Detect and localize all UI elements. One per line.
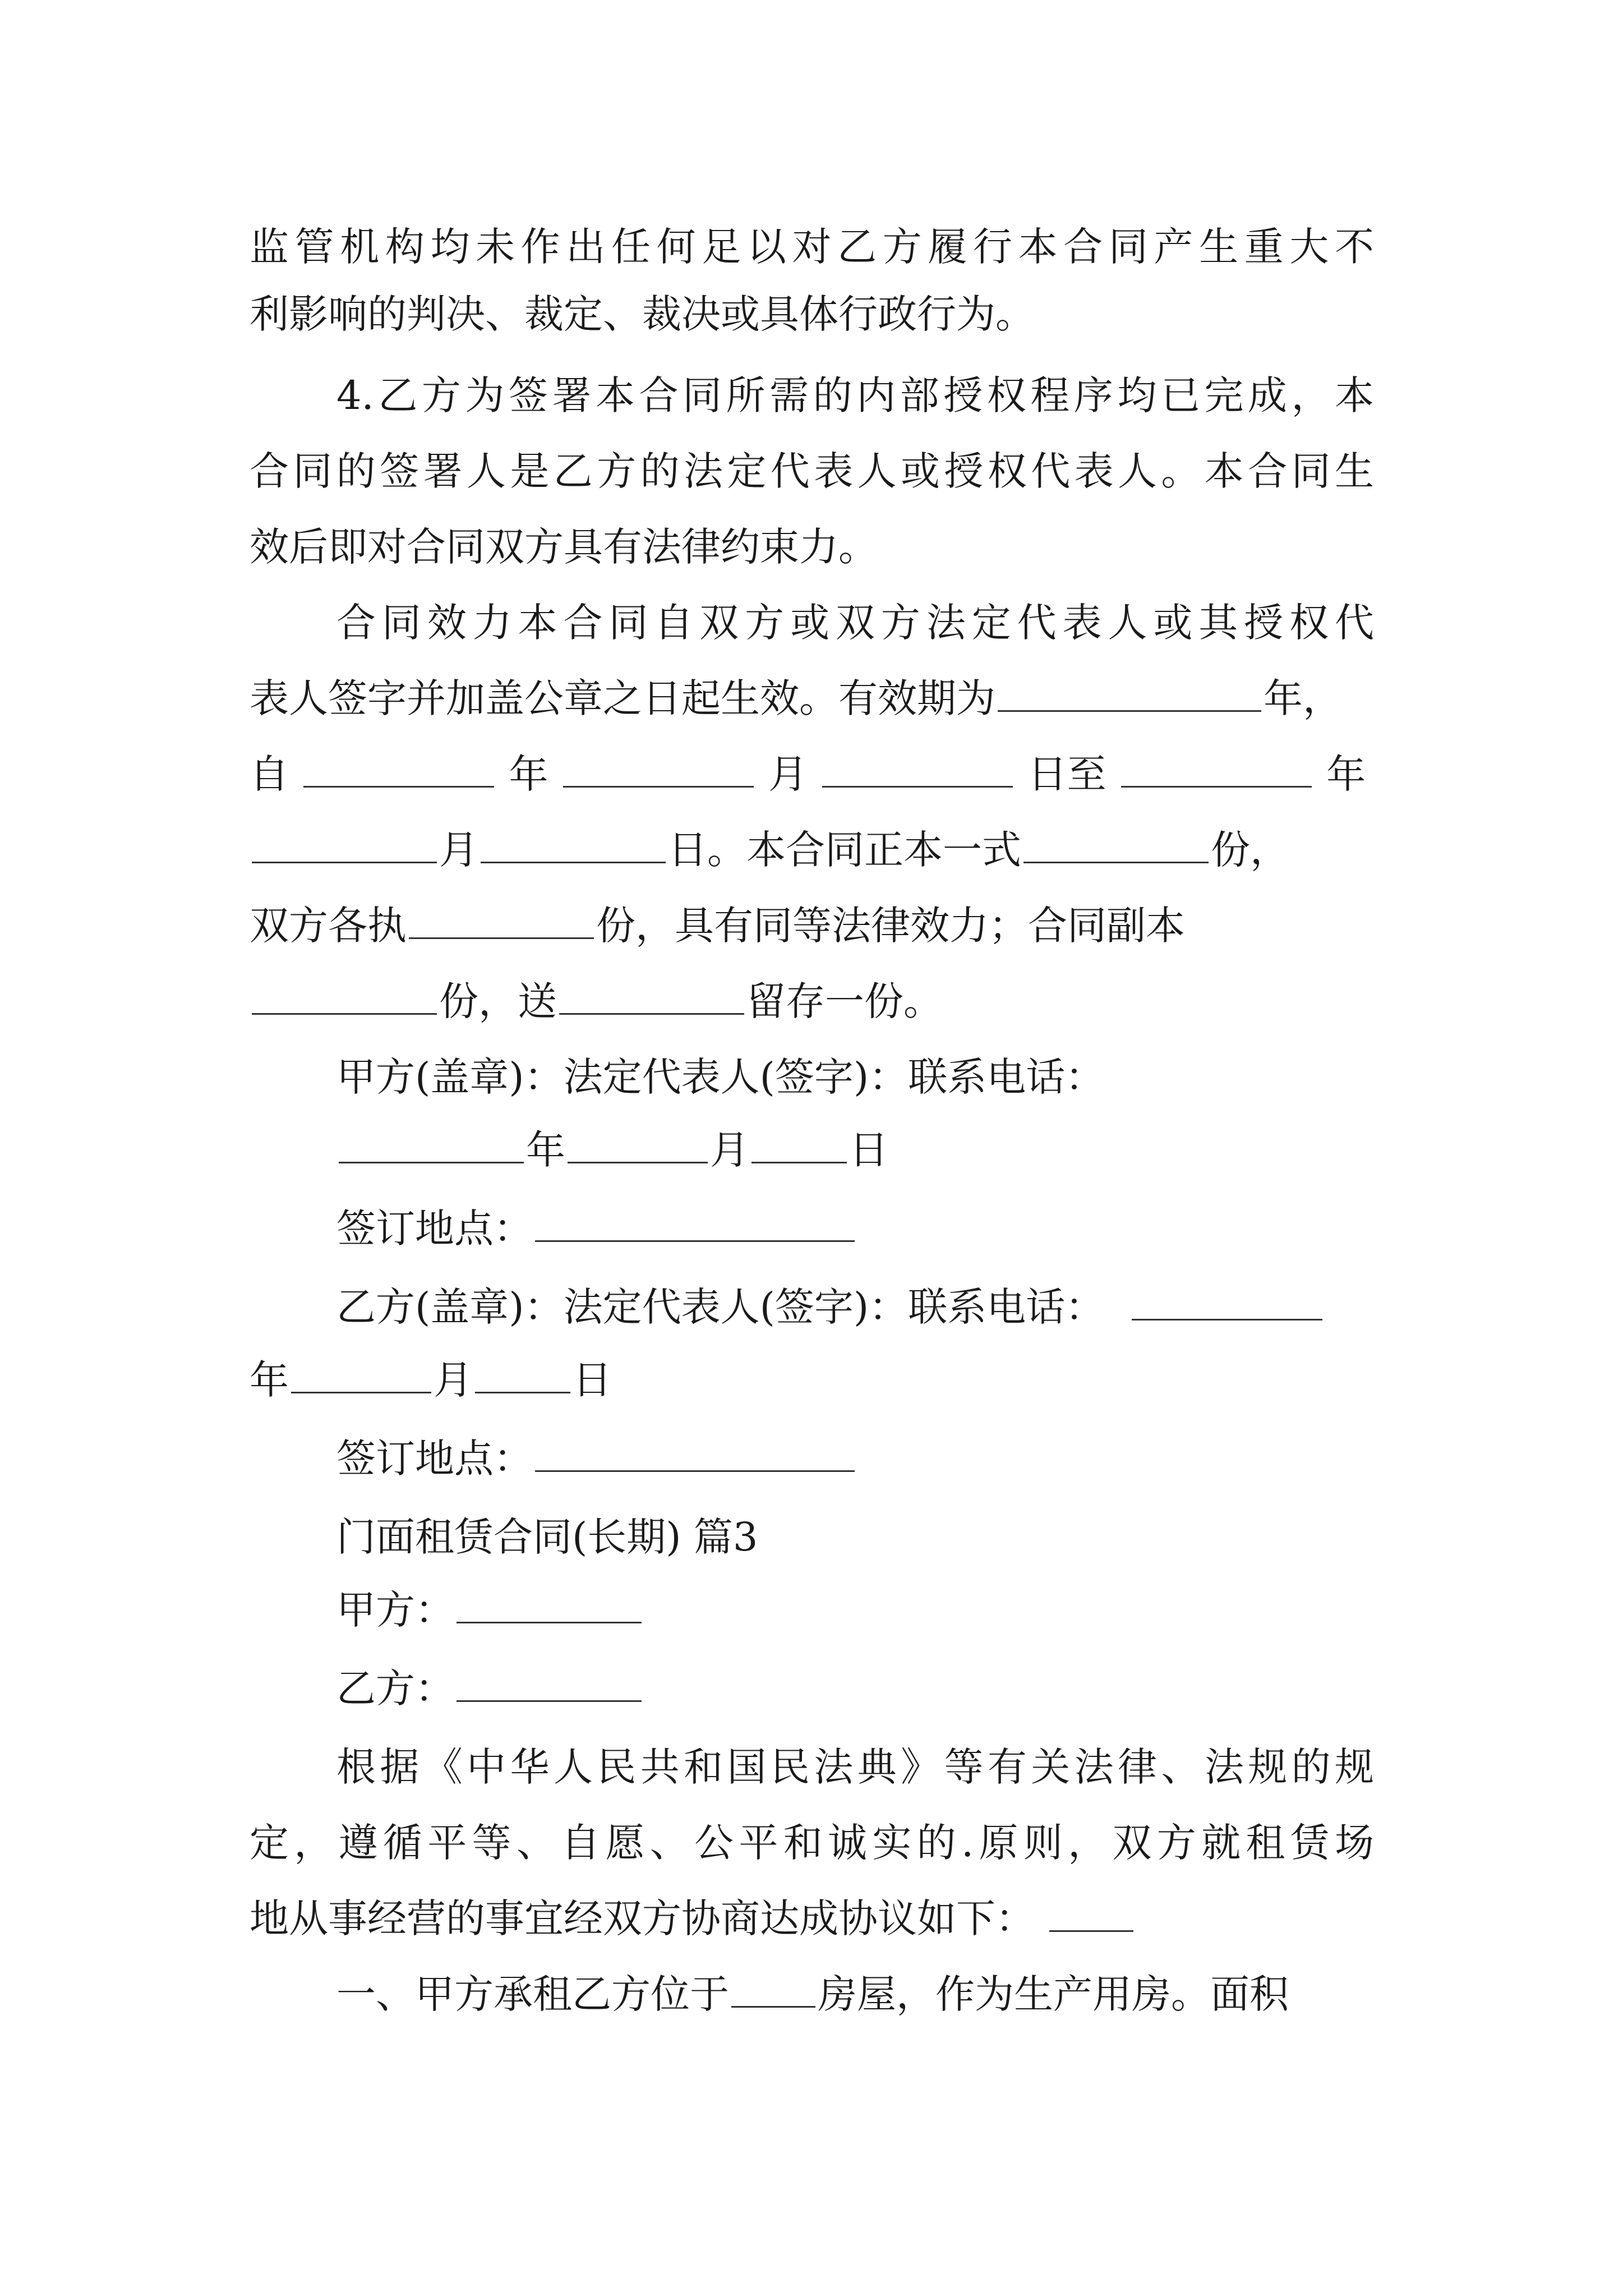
fill-blank xyxy=(1049,1891,1133,1932)
paragraph-line xyxy=(250,898,1185,954)
text-segment: 自 xyxy=(250,751,289,797)
text-segment: 月 xyxy=(434,1357,473,1403)
text-segment: 日 xyxy=(573,1357,612,1403)
text-segment: 日 xyxy=(849,1127,888,1173)
fill-blank xyxy=(409,898,594,939)
paragraph-line xyxy=(336,1966,1289,2022)
signature-line-party-b xyxy=(336,1279,1325,1335)
text-segment: 月 xyxy=(439,827,478,873)
text-segment: 签订地点： xyxy=(336,1205,533,1251)
text-segment: 乙方： xyxy=(336,1665,454,1711)
fill-blank xyxy=(1132,1280,1322,1320)
text-segment: 甲方： xyxy=(336,1587,454,1633)
paragraph-line: 效后即对合同双方具有法律约束力。 xyxy=(250,524,878,570)
text-segment: 地从事经营的事宜经双方协商达成协议如下： xyxy=(250,1895,1035,1941)
text-segment: 份， xyxy=(1211,827,1289,873)
text-segment: 一、甲方承租乙方位于 xyxy=(336,1971,729,2017)
fill-blank xyxy=(535,1201,855,1242)
fill-blank xyxy=(457,1661,642,1702)
fill-blank xyxy=(559,974,744,1015)
text-segment: 年 xyxy=(526,1127,565,1173)
fill-blank xyxy=(475,1352,570,1393)
paragraph-line xyxy=(250,822,1289,878)
text-segment: 年 xyxy=(1326,751,1366,797)
fill-blank xyxy=(751,1122,847,1163)
fill-blank xyxy=(457,1582,642,1623)
paragraph-line xyxy=(250,746,1366,802)
fill-blank xyxy=(998,671,1261,712)
fill-blank xyxy=(303,747,494,788)
text-segment: 份，送 xyxy=(439,978,557,1024)
text-segment: 签订地点： xyxy=(336,1435,533,1481)
text-segment: 房屋，作为生产用房。面积 xyxy=(818,1971,1289,2017)
text-segment: 月 xyxy=(768,751,808,797)
paragraph-line: 根据《中华人民共和国民法典》等有关法律、法规的规 xyxy=(336,1744,1374,1790)
fill-blank xyxy=(291,1352,431,1393)
fill-blank xyxy=(252,974,437,1015)
text-segment: 份，具有同等法律效力；合同副本 xyxy=(596,903,1185,949)
text-segment: 乙方(盖章)：法定代表人(签字)：联系电话： xyxy=(336,1284,1105,1330)
text-segment: 日。本合同正本一式 xyxy=(668,827,1021,873)
fill-blank xyxy=(822,747,1013,788)
signing-place-line xyxy=(336,1200,857,1257)
section-heading: 门面租赁合同(长期) 篇3 xyxy=(336,1514,758,1560)
paragraph-line xyxy=(250,670,1342,726)
fill-blank xyxy=(731,1967,815,2008)
party-a-line xyxy=(336,1582,644,1638)
paragraph-line: 利影响的判决、裁定、裁决或具体行政行为。 xyxy=(250,291,1035,337)
date-line-party-a xyxy=(336,1122,888,1178)
fill-blank xyxy=(252,822,437,863)
text-segment: 双方各执 xyxy=(250,903,407,949)
signing-place-line xyxy=(336,1430,857,1487)
paragraph-line: 4.乙方为签署本合同所需的内部授权程序均已完成，本 xyxy=(336,372,1374,418)
paragraph-line: 监管机构均未作出任何足以对乙方履行本合同产生重大不 xyxy=(250,224,1374,270)
text-segment: 月 xyxy=(710,1127,749,1173)
fill-blank xyxy=(481,822,666,863)
date-line-party-b xyxy=(250,1352,612,1408)
text-segment: 年 xyxy=(509,751,548,797)
party-b-line xyxy=(336,1660,644,1717)
fill-blank xyxy=(339,1122,524,1163)
paragraph-line xyxy=(250,973,943,1029)
fill-blank xyxy=(1121,747,1312,788)
paragraph-line: 合同效力本合同自双方或双方法定代表人或其授权代 xyxy=(336,600,1374,646)
text-segment: 日至 xyxy=(1027,751,1106,797)
paragraph-line xyxy=(250,1890,1136,1947)
fill-blank xyxy=(535,1431,855,1472)
paragraph-line: 合同的签署人是乙方的法定代表人或授权代表人。本合同生 xyxy=(250,448,1374,494)
fill-blank xyxy=(1023,822,1209,863)
text-segment: 年 xyxy=(250,1357,289,1403)
paragraph-line: 定，遵循平等、自愿、公平和诚实的.原则，双方就租赁场 xyxy=(250,1820,1374,1866)
fill-blank xyxy=(568,1122,708,1163)
fill-blank xyxy=(563,747,754,788)
text-segment: 表人签字并加盖公章之日起生效。有效期为 xyxy=(250,675,995,721)
signature-line-party-a: 甲方(盖章)：法定代表人(签字)：联系电话： xyxy=(336,1054,1105,1100)
text-segment: 年， xyxy=(1264,675,1342,721)
text-segment: 留存一份。 xyxy=(746,978,943,1024)
